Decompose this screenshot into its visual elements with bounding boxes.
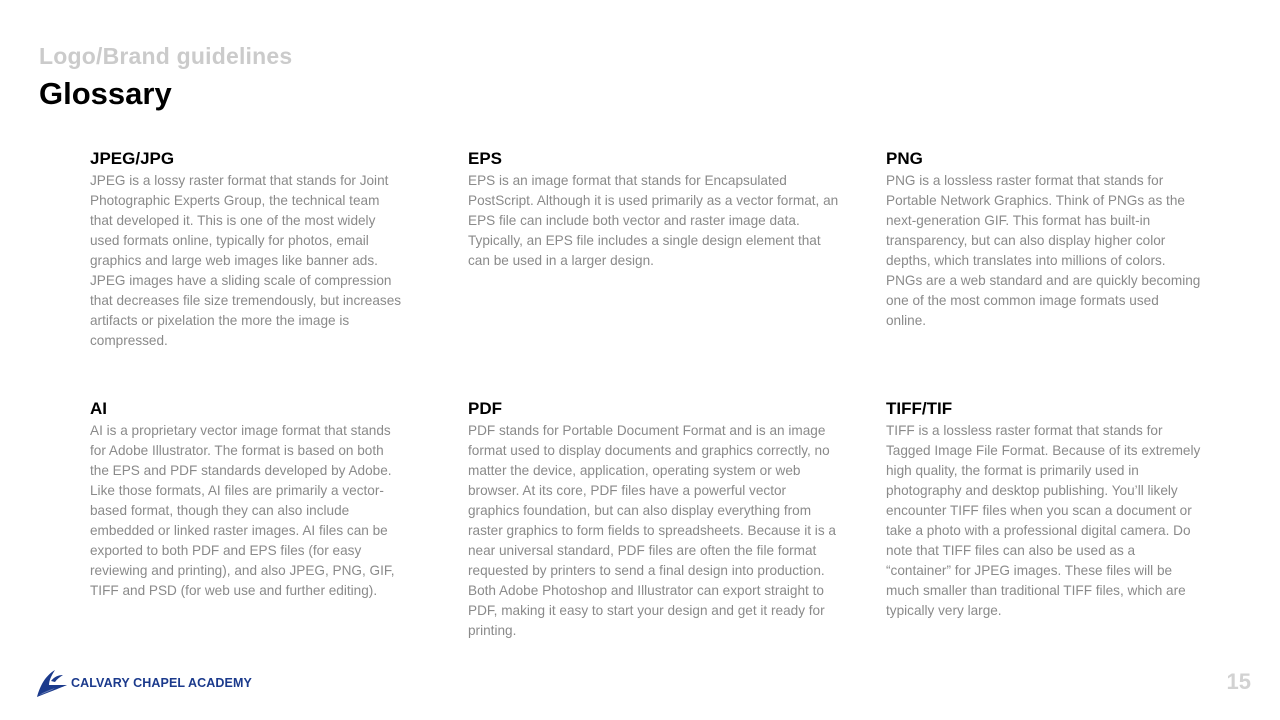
- page-number: 15: [1226, 669, 1251, 694]
- brand-logo-text: CALVARY CHAPEL ACADEMY: [71, 676, 252, 690]
- page-subtitle: Logo/Brand guidelines: [39, 43, 293, 69]
- glossary-entry-ai: [90, 399, 402, 601]
- glossary-entry-pdf: [468, 399, 840, 641]
- glossary-term: PDF: [468, 399, 502, 418]
- page-title: Glossary: [39, 76, 172, 111]
- eagle-logo-icon: [36, 668, 68, 698]
- glossary-term: AI: [90, 399, 107, 418]
- glossary-entry-png: [886, 149, 1202, 331]
- brand-logo: [36, 668, 252, 698]
- glossary-term: PNG: [886, 149, 923, 168]
- glossary-definition: PDF stands for Portable Document Format and is an image format used to display documents and graphics correctly, no matter the device, application, operating system or web browser. At its core, PDF files have a powerful vector graphics foundation, but can also display everything from raster graphics to form fields to spreadsheets. Because it is a near universal standard, PDF files are often the file format requested by printers to send a final design into production. Both Adobe Photoshop and Illustrator can export straight to PDF, making it easy to start your design and get it ready for printing.: [468, 423, 836, 638]
- glossary-definition: EPS is an image format that stands for Encapsulated PostScript. Although it is used primarily as a vector format, an EPS file can include both vector and raster image data. Typically, an EPS file includes a single design element that can be used in a larger design.: [468, 173, 839, 268]
- glossary-entry-tiff: [886, 399, 1202, 621]
- glossary-entry-jpeg: [90, 149, 402, 351]
- glossary-term: EPS: [468, 149, 503, 168]
- glossary-definition: AI is a proprietary vector image format that stands for Adobe Illustrator. The format is based on both the EPS and PDF standards developed by Adobe. Like those formats, AI files are primarily a vector-based format, though they can also include embedded or linked raster images. AI files can be exported to both PDF and EPS files (for easy reviewing and printing), and also JPEG, PNG, GIF, TIFF and PSD (for web use and further editing).: [90, 423, 395, 598]
- glossary-entry-eps: [468, 149, 840, 271]
- glossary-term: JPEG/JPG: [90, 149, 175, 168]
- glossary-definition: PNG is a lossless raster format that stands for Portable Network Graphics. Think of PNGs as the next-generation GIF. This format has built-in transparency, but can also display higher color depths, which translates into millions of colors. PNGs are a web standard and are quickly becoming one of the most common image formats used online.: [886, 173, 1201, 328]
- glossary-definition: TIFF is a lossless raster format that stands for Tagged Image File Format. Because of its extremely high quality, the format is primarily used in photography and desktop publishing. You’ll likely encounter TIFF files when you scan a document or take a photo with a professional digital camera. Do note that TIFF files can also be used as a “container” for JPEG images. These files will be much smaller than traditional TIFF files, which are typically very large.: [886, 423, 1201, 618]
- glossary-term: TIFF/TIF: [886, 399, 953, 418]
- glossary-definition: JPEG is a lossy raster format that stands for Joint Photographic Experts Group, the technical team that developed it. This is one of the most widely used formats online, typically for photos, email graphics and large web images like banner ads. JPEG images have a sliding scale of compression that decreases file size tremendously, but increases artifacts or pixelation the more the image is compressed.: [90, 173, 402, 348]
